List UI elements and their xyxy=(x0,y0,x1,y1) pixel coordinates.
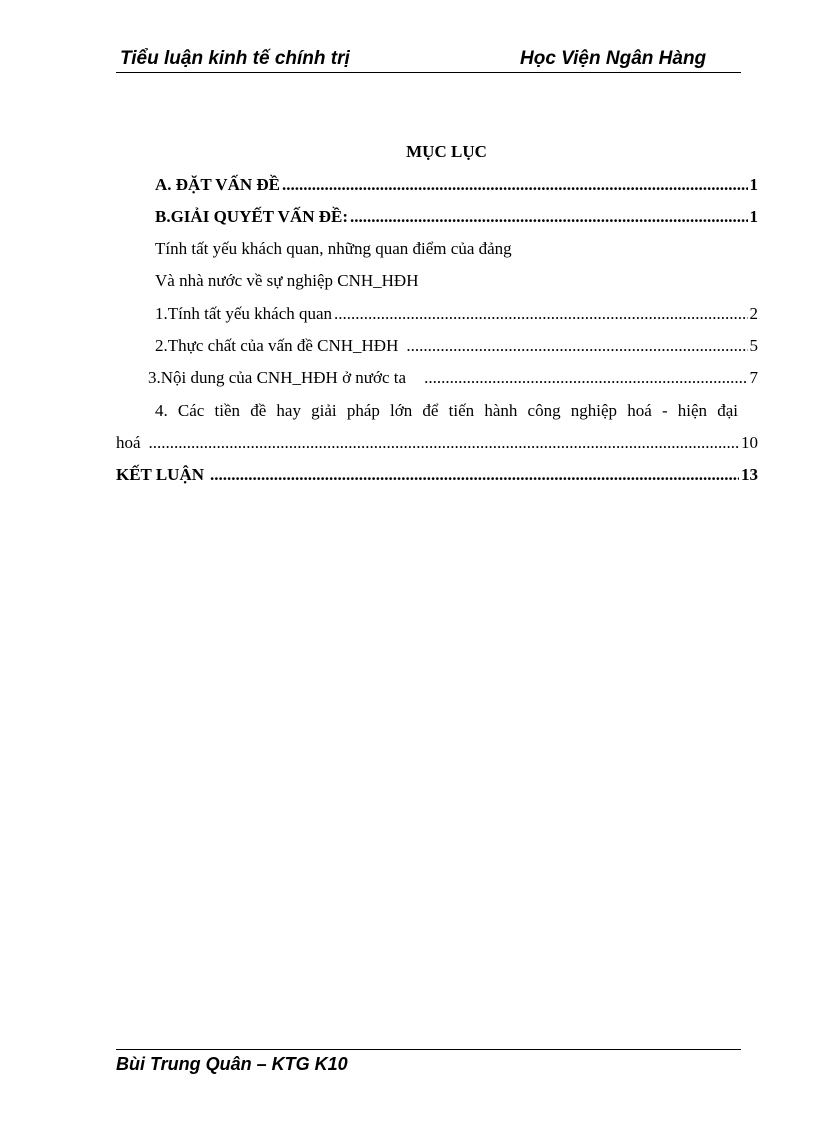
toc-leader-dots xyxy=(282,175,747,195)
toc-entry-label: 2.Thực chất của vấn đề CNH_HĐH xyxy=(155,336,399,355)
toc-entry-label: A. ĐẶT VẤN ĐỀ xyxy=(155,175,281,194)
toc-leader-dots xyxy=(334,304,747,324)
header-course-title: Tiểu luận kinh tế chính trị xyxy=(120,48,350,69)
toc-entry-label: KẾT LUẬN xyxy=(116,465,205,484)
toc-entry-page: 1 xyxy=(749,207,758,226)
footer-author: Bùi Trung Quân – KTG K10 xyxy=(116,1054,348,1074)
toc-entry-label: hoá xyxy=(116,433,141,452)
toc-entry-2[interactable] xyxy=(155,336,758,356)
toc-entry-label: B.GIẢI QUYẾT VẤN ĐỀ: xyxy=(155,207,349,226)
toc-entry-4[interactable] xyxy=(116,433,758,453)
toc-entry-label: 1.Tính tất yếu khách quan xyxy=(155,304,333,323)
toc-entry-a[interactable] xyxy=(155,175,758,195)
toc-entry-label: 3.Nội dung của CNH_HĐH ở nước ta xyxy=(148,368,407,387)
toc-leader-dots xyxy=(424,368,747,388)
toc-entry-page: 10 xyxy=(741,433,758,452)
toc-leader-dots xyxy=(406,336,747,356)
toc-entry-4-line-1[interactable]: 4. Các tiền đề hay giải pháp lớn để tiến hành công nghiệp hoá - hiện đại xyxy=(155,401,738,420)
toc-title: MỤC LỤC xyxy=(406,142,487,161)
page-header xyxy=(116,46,741,73)
toc-entry-b[interactable] xyxy=(155,207,758,227)
toc-entry-1[interactable] xyxy=(155,304,758,324)
toc-entry-page: 1 xyxy=(749,175,758,194)
toc-intro-line-1: Tính tất yếu khách quan, những quan điểm của đảng xyxy=(155,239,512,258)
footer-divider xyxy=(116,1049,741,1050)
toc-entry-page: 13 xyxy=(741,465,758,484)
toc-entry-page: 2 xyxy=(749,304,758,323)
toc-intro-line-2: Và nhà nước về sự nghiệp CNH_HĐH xyxy=(155,271,419,290)
toc-leader-dots xyxy=(350,207,747,227)
toc-leader-dots xyxy=(149,433,739,453)
toc-entry-page: 5 xyxy=(749,336,758,355)
toc-entry-conclusion[interactable] xyxy=(116,465,758,485)
toc-entry-page: 7 xyxy=(749,368,758,387)
toc-entry-3[interactable] xyxy=(148,368,758,388)
toc-leader-dots xyxy=(210,465,739,485)
header-institution: Học Viện Ngân Hàng xyxy=(520,48,707,69)
